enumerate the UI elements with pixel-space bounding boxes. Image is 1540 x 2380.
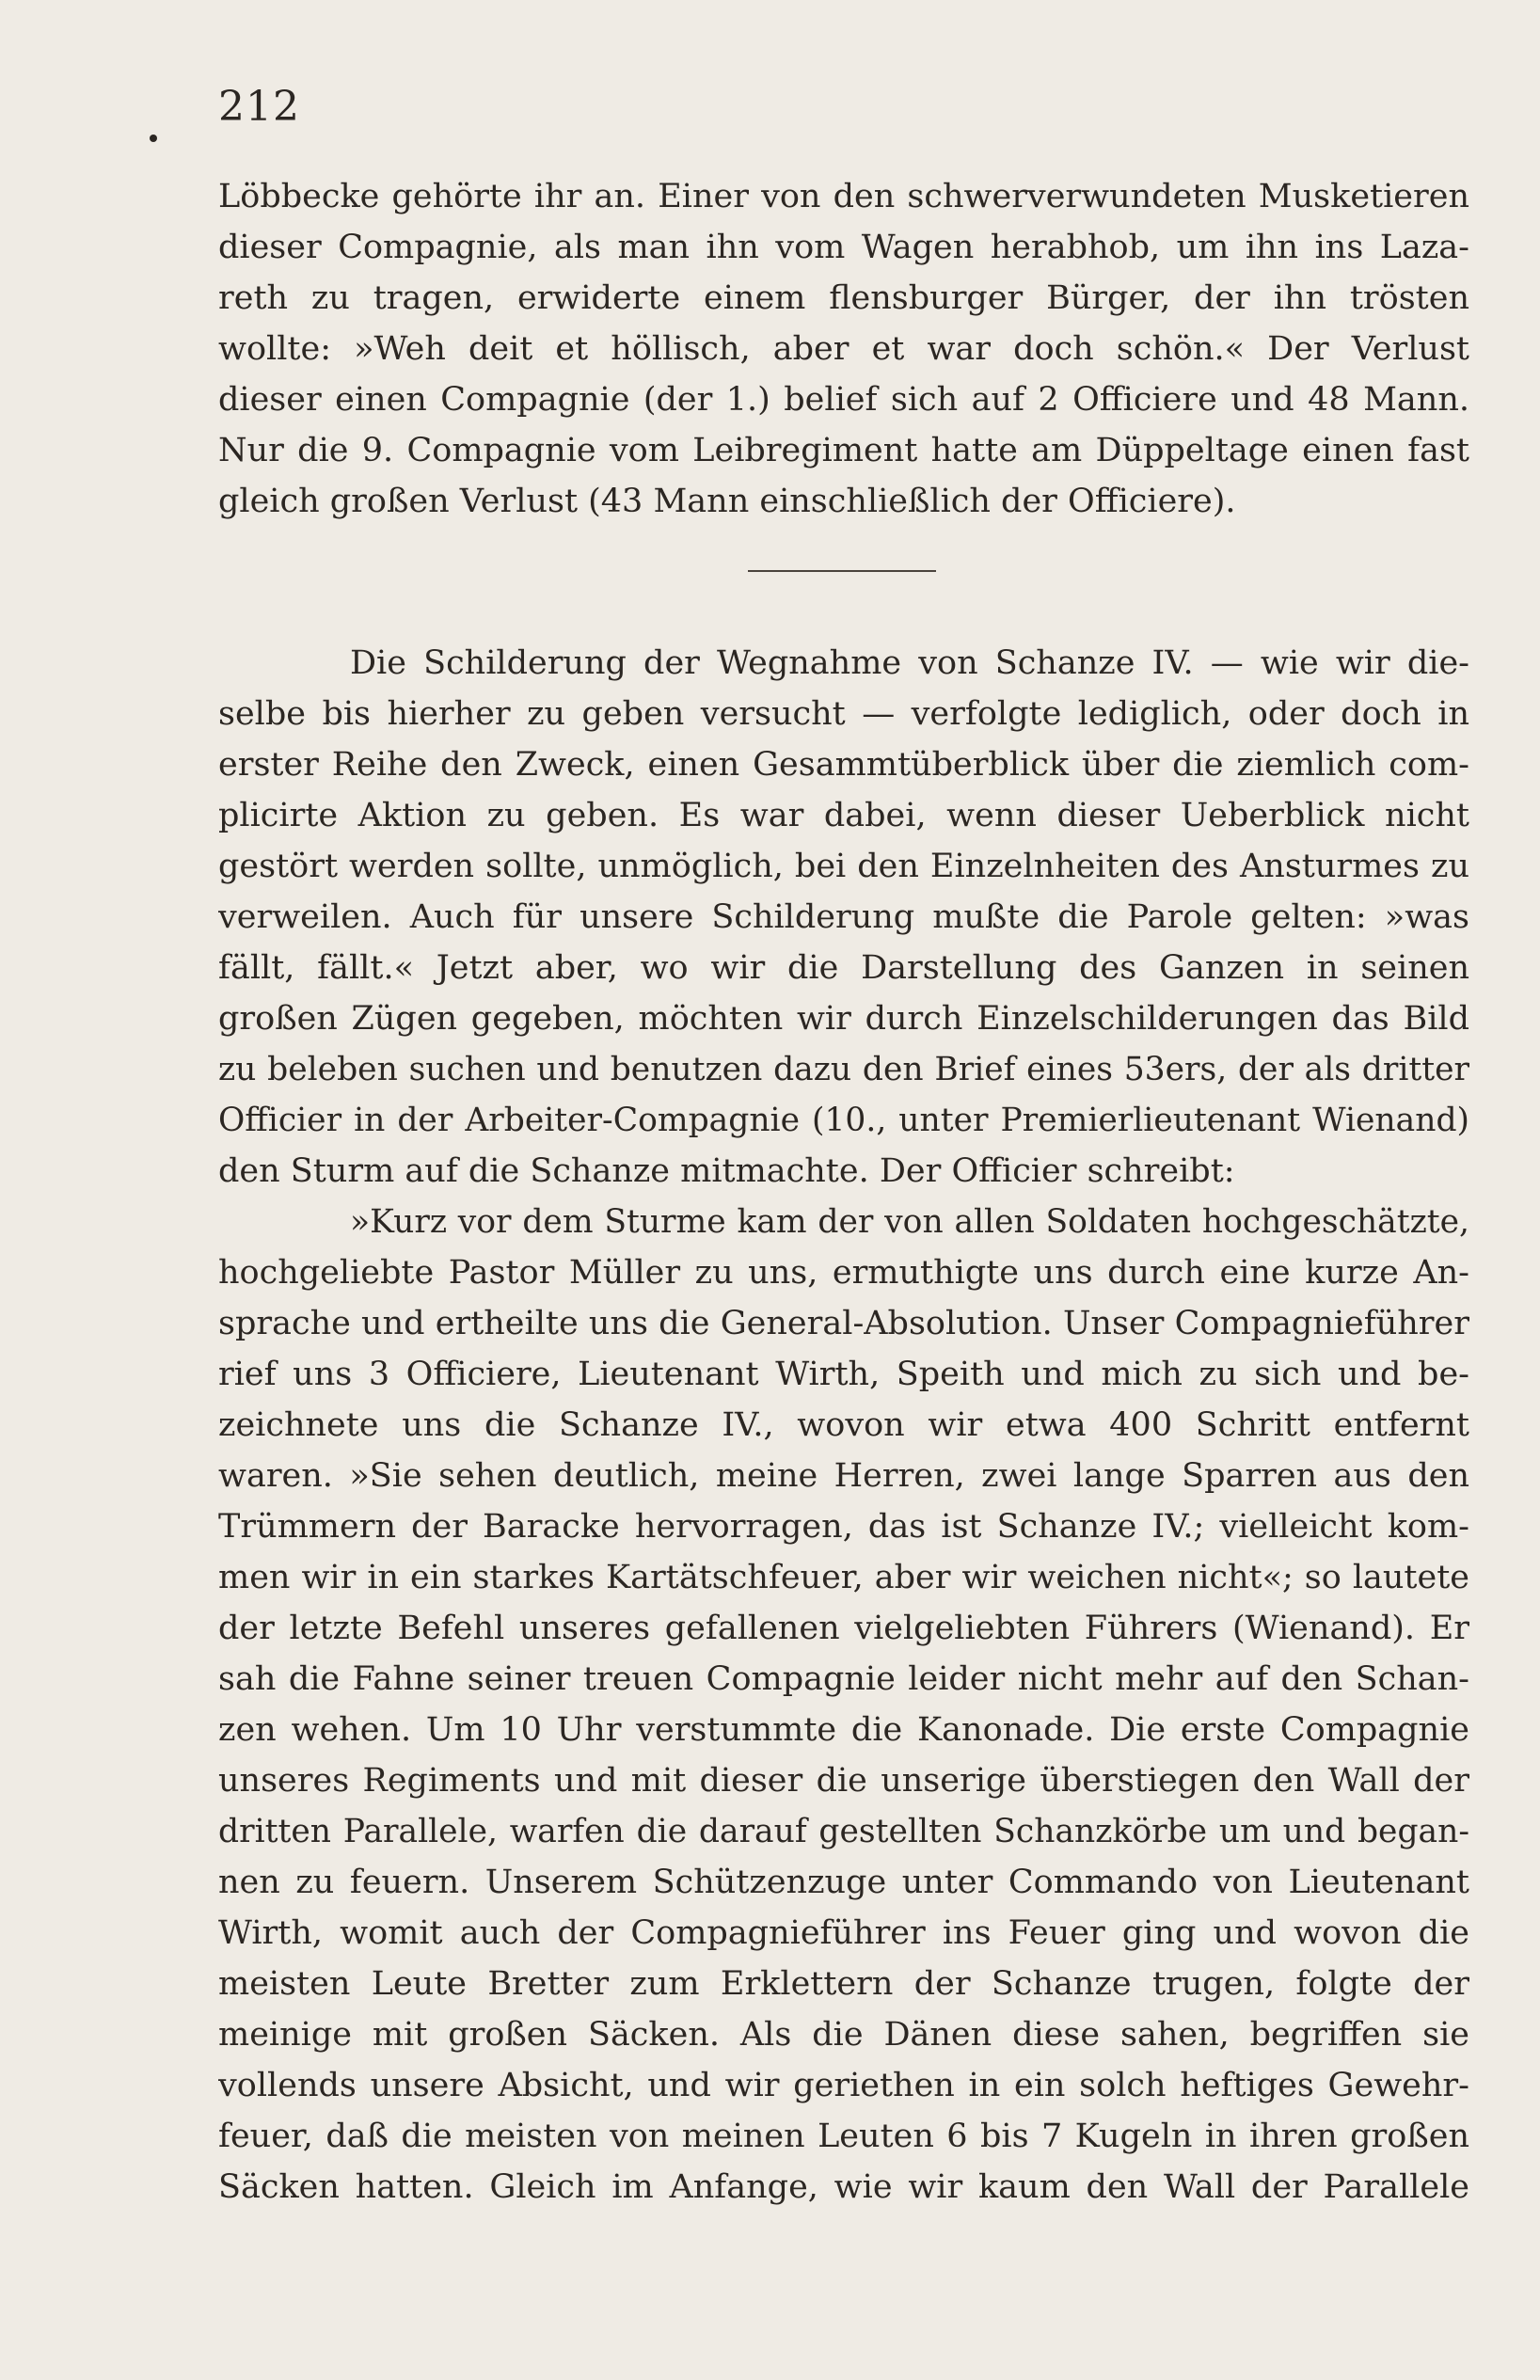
text-line: Wirth, womit auch der Compagnieführer ins Feuer ging und wovon die (218, 1914, 1469, 1952)
text-line: selbe bis hierher zu geben versucht — verfolgte lediglich, oder doch in (218, 695, 1469, 733)
text-line: fällt, fällt.« Jetzt aber, wo wir die Darstellung des Ganzen in seinen (218, 949, 1469, 987)
text-line: dieser einen Compagnie (der 1.) belief sich auf 2 Officiere und 48 Mann. (218, 381, 1469, 419)
text-line: Officier in der Arbeiter-Compagnie (10., unter Premierlieutenant Wienand) (218, 1102, 1469, 1139)
text-line: gestört werden sollte, unmöglich, bei den Einzelnheiten des Ansturmes zu (218, 848, 1469, 885)
paragraph-2 (218, 638, 1469, 2213)
text-line: plicirte Aktion zu geben. Es war dabei, wenn dieser Ueberblick nicht (218, 797, 1469, 834)
paragraph-1 (218, 171, 1469, 527)
text-line: »Kurz vor dem Sturme kam der von allen Soldaten hochgeschätzte, (350, 1203, 1469, 1241)
text-line: erster Reihe den Zweck, einen Gesammtüberblick über die ziemlich com- (218, 746, 1469, 784)
text-line: großen Zügen gegeben, möchten wir durch Einzelschilderungen das Bild (218, 1000, 1469, 1038)
text-line: reth zu tragen, erwiderte einem flensburger Bürger, der ihn trösten (218, 279, 1469, 317)
text-line: rief uns 3 Officiere, Lieutenant Wirth, Speith und mich zu sich und be- (218, 1356, 1469, 1393)
text-line: hochgeliebte Pastor Müller zu uns, ermuthigte uns durch eine kurze An- (218, 1254, 1469, 1292)
text-line: dritten Parallele, warfen die darauf gestellten Schanzkörbe um und began- (218, 1813, 1469, 1850)
text-line: dieser Compagnie, als man ihn vom Wagen herabhob, um ihn ins Laza- (218, 229, 1469, 266)
text-line: sah die Fahne seiner treuen Compagnie leider nicht mehr auf den Schan- (218, 1660, 1469, 1698)
text-line: nen zu feuern. Unserem Schützenzuge unter Commando von Lieutenant (218, 1864, 1469, 1901)
text-line: Die Schilderung der Wegnahme von Schanze IV. — wie wir die- (350, 644, 1469, 682)
text-line: zeichnete uns die Schanze IV., wovon wir etwa 400 Schritt entfernt (218, 1406, 1469, 1444)
text-line: zen wehen. Um 10 Uhr verstummte die Kanonade. Die erste Compagnie (218, 1711, 1469, 1749)
text-line: Löbbecke gehörte ihr an. Einer von den schwerverwundeten Musketieren (218, 178, 1469, 215)
text-line: den Sturm auf die Schanze mitmachte. Der Officier schreibt: (218, 1152, 1235, 1190)
text-line: meinige mit großen Säcken. Als die Dänen diese sahen, begriffen sie (218, 2016, 1469, 2054)
text-line: Säcken hatten. Gleich im Anfange, wie wir kaum den Wall der Parallele (218, 2168, 1469, 2206)
margin-dot (150, 135, 157, 142)
text-line: Nur die 9. Compagnie vom Leibregiment hatte am Düppeltage einen fast (218, 432, 1469, 469)
text-line: zu beleben suchen und benutzen dazu den Brief eines 53ers, der als dritter (218, 1051, 1469, 1088)
text-line: men wir in ein starkes Kartätschfeuer, aber wir weichen nicht«; so lautete (218, 1559, 1469, 1596)
text-line: waren. »Sie sehen deutlich, meine Herren, zwei lange Sparren aus den (218, 1457, 1469, 1495)
text-line: gleich großen Verlust (43 Mann einschließlich der Officiere). (218, 483, 1236, 520)
text-line: der letzte Befehl unseres gefallenen vielgeliebten Führers (Wienand). Er (218, 1610, 1469, 1647)
section-divider (748, 570, 936, 572)
text-line: vollends unsere Absicht, und wir geriethen in ein solch heftiges Gewehr- (218, 2067, 1469, 2104)
text-line: unseres Regiments und mit dieser die unserige überstiegen den Wall der (218, 1762, 1469, 1800)
text-line: feuer, daß die meisten von meinen Leuten 6 bis 7 Kugeln in ihren großen (218, 2118, 1469, 2155)
text-line: meisten Leute Bretter zum Erklettern der Schanze trugen, folgte der (218, 1965, 1469, 2003)
text-line: wollte: »Weh deit et höllisch, aber et war doch schön.« Der Verlust (218, 330, 1469, 368)
page-number: 212 (218, 83, 300, 131)
text-line: sprache und ertheilte uns die General-Absolution. Unser Compagnieführer (218, 1305, 1469, 1342)
text-line: verweilen. Auch für unsere Schilderung mußte die Parole gelten: »was (218, 898, 1469, 936)
text-line: Trümmern der Baracke hervorragen, das ist Schanze IV.; vielleicht kom- (218, 1508, 1469, 1546)
